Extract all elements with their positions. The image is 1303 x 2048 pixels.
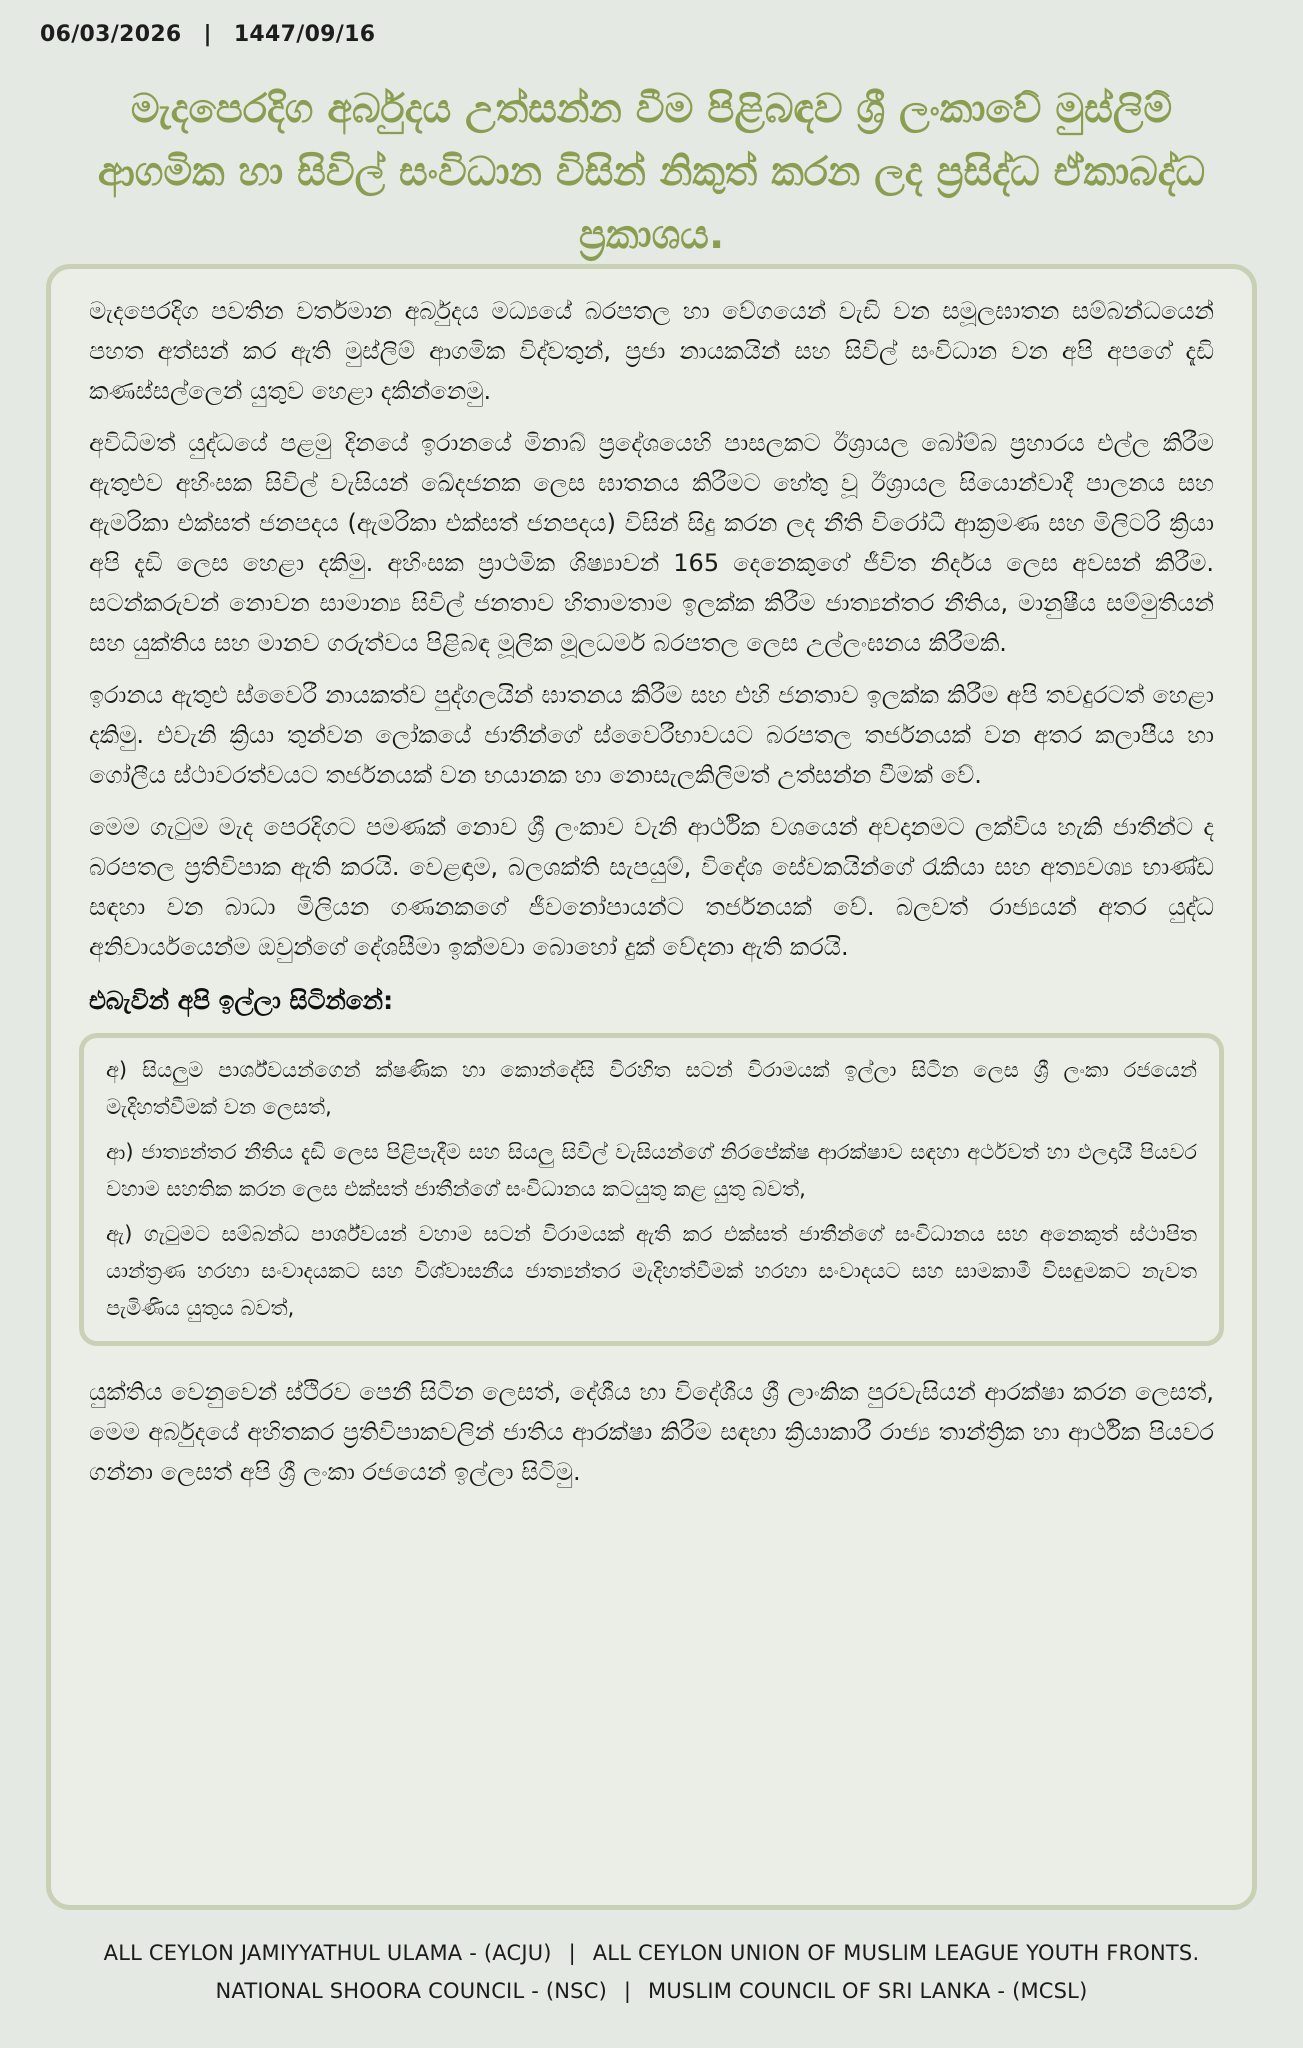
demand-item-ae: ඇ) ගැටුමට සම්බන්ධ පාර්ශ්වයන් වහාම සටන් විරාමයක් ඇති කර එක්සත් ජාතීන්ගේ සංවිධානය සහ අනෙකුත් ස්ථාපිත යාන්ත්‍රණ හරහා සංවාදයකට සහ විශ්වාසනීය ජාත්‍යන්තර මැදිහත්වීමක් හරහා සංවාදයට සහ සාමකාමී විසඳුමකට නැවත පැමිණිය යුතුය බවත්,	[106, 1222, 1197, 1320]
demands-box	[79, 1033, 1224, 1346]
signatory-mcsl: MUSLIM COUNCIL OF SRI LANKA - (MCSL)	[648, 1979, 1088, 2003]
statement-panel	[46, 264, 1257, 1910]
demands-heading: එබැවින් අපි ඉල්ලා සිටින්නේ:	[89, 986, 394, 1015]
date-separator: |	[203, 22, 212, 47]
signatories-footer	[0, 1934, 1303, 2010]
demand-item-a: අ) සියලුම පාර්ශ්වයන්ගෙන් ක්ෂණික හා කොන්දේසි විරහිත සටන් විරාමයක් ඉල්ලා සිටින ලෙස ශ්‍රී ලංකා රජයෙන් මැදිහත්වීමක් වන ලෙසත්,	[106, 1058, 1197, 1119]
body-paragraph-4: මෙම ගැටුම මැද පෙරදිගට පමණක් නොව ශ්‍රී ලංකාව වැනි ආර්ථික වශයෙන් අවදානමට ලක්විය හැකි ජාතීන්ට ද බරපතල ප්‍රතිවිපාක ඇති කරයි. වෙළඳාම, බලශක්ති සැපයුම්, විදේශ සේවකයින්ගේ රැකියා සහ අත්‍යවශ්‍ය භාණ්ඩ සඳහා වන බාධා මිලියන ගණනකගේ ජීවනෝපායන්ට තර්ජනයක් වේ. බලවත් රාජ්‍යයන් අතර යුද්ධ අනිවාර්යයෙන්ම ඔවුන්ගේ දේශසීමා ඉක්මවා බොහෝ දුක් වේදනා ඇති කරයි.	[89, 813, 1214, 961]
demand-item-aa: ආ) ජාත්‍යන්තර නීතිය දැඩි ලෙස පිළිපැදීම සහ සියලු සිවිල් වැසියන්ගේ නිරපේක්ෂ ආරක්ෂාව සඳහා අර්ථවත් හා ඵලදායී පියවර වහාම සහතික කරන ලෙස එක්සත් ජාතීන්ගේ සංවිධානය කටයුතු කළ යුතු බවත්,	[106, 1140, 1197, 1201]
signatory-acumlyf: ALL CEYLON UNION OF MUSLIM LEAGUE YOUTH FRONTS.	[592, 1941, 1200, 1965]
body-paragraph-1: මැදපෙරදිග පවතින වර්තමාන අර්බුදය මධ්‍යයේ බරපතල හා වේගයෙන් වැඩි වන සමූලඝාතන සම්බන්ධයෙන් පහත අත්සන් කර ඇති මුස්ලිම් ආගමික විද්වතුන්, ප්‍රජා නායකයින් සහ සිවිල් සංවිධාන වන අපි අපගේ දැඩි කණස්සල්ලෙන් යුතුව හෙළා දකින්නෙමු.	[89, 297, 1214, 405]
footer-line-2	[0, 1972, 1303, 2010]
signatory-acju: ALL CEYLON JAMIYYATHUL ULAMA - (ACJU)	[103, 1941, 552, 1965]
footer-separator: |	[623, 1979, 632, 2003]
footer-separator: |	[568, 1941, 576, 1965]
body-paragraph-3: ඉරානය ඇතුළු ස්වෛරී නායකත්ව පුද්ගලයින් ඝාතනය කිරීම සහ එහි ජනතාව ඉලක්ක කිරීම අපි තවදුරටත් හෙළා දකිමු. එවැනි ක්‍රියා තුන්වන ලෝකයේ ජාතීන්ගේ ස්වෛරීභාවයට බරපතල තර්ජනයක් වන අතර කලාපීය හා ගෝලීය ස්ථාවරත්වයට තර්ජනයක් වන භයානක හා නොසැලකිලිමත් උත්සන්න වීමක් වේ.	[89, 681, 1214, 789]
body-paragraph-2: අවිධිමත් යුද්ධයේ පළමු දිනයේ ඉරානයේ මිනාබ් ප්‍රදේශයෙහි පාසලකට ඊශ්‍රායල බෝම්බ ප්‍රහාරය එල්ල කිරීම ඇතුළුව අහිංසක සිවිල් වැසියන් ඛේදජනක ලෙස ඝාතනය කිරීමට හේතු වූ ඊශ්‍රායල සියොන්වාදී පාලනය සහ ඇමරිකා එක්සත් ජනපදය (ඇමරිකා එක්සත් ජනපදය) විසින් සිදු කරන ලද නීති විරෝධී ආක්‍රමණ සහ මිලිටරි ක්‍රියා අපි දැඩි ලෙස හෙළා දකිමු. අහිංසක ප්‍රාථමික ශිෂ්‍යාවන් 165 දෙනෙකුගේ ජීවිත නිර්දය ලෙස අවසන් කිරීම. සටන්කරුවන් නොවන සාමාන්‍ය සිවිල් ජනතාව හිතාමතාම ඉලක්ක කිරීම ජාත්‍යන්තර නීතිය, මානුෂීය සම්මුතියන් සහ යුක්තිය සහ මානව ගරුත්වය පිළිබඳ මූලික මූලධර්ම බරපතල ලෙස උල්ලංඝනය කිරීමකි.	[89, 429, 1214, 657]
dateline	[40, 22, 375, 47]
closing-paragraph: යුක්තිය වෙනුවෙන් ස්ථිරව පෙනී සිටින ලෙසත්, දේශීය හා විදේශීය ශ්‍රී ලාංකික පුරවැසියන් ආරක්ෂා කරන ලෙසත්, මෙම අර්බුදයේ අහිතකර ප්‍රතිවිපාකවලින් ජාතිය ආරක්ෂා කිරීම සඳහා ක්‍රියාකාරී රාජ්‍ය තාන්ත්‍රික හා ආර්ථික පියවර ගන්නා ලෙසත් අපි ශ්‍රී ලංකා රජයෙන් ඉල්ලා සිටිමු.	[89, 1378, 1214, 1486]
signatory-nsc: NATIONAL SHOORA COUNCIL - (NSC)	[215, 1979, 607, 2003]
footer-line-1	[0, 1934, 1303, 1972]
gregorian-date: 06/03/2026	[40, 22, 182, 47]
hijri-date: 1447/09/16	[233, 22, 376, 47]
statement-title: මැදපෙරදිග අර්බුදය උත්සන්න වීම පිළිබඳව ශ්‍රී ලංකාවේ මුස්ලිම් ආගමික හා සිවිල් සංවිධාන විසින් නිකුත් කරන ලද ප්‍රසිද්ධ ඒකාබද්ධ ප්‍රකාශය.	[97, 86, 1206, 258]
